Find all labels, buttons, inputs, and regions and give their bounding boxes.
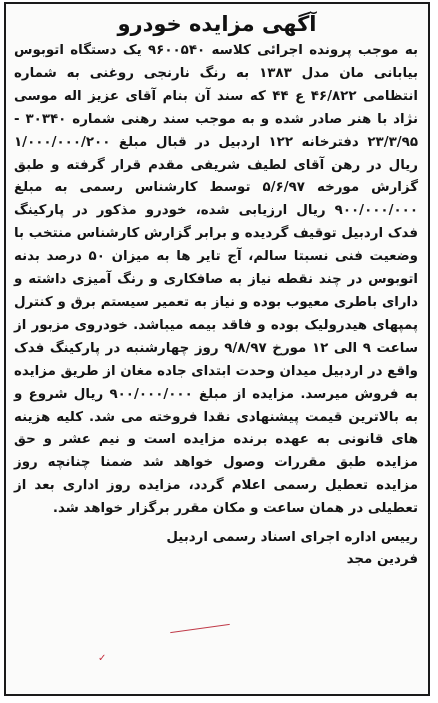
notice-title: آگهی مزایده خودرو <box>117 12 317 36</box>
ink-mark: ✓ <box>98 653 107 664</box>
signature-name: فردین مجد <box>346 552 418 568</box>
signature-block <box>6 527 428 571</box>
auction-notice <box>4 2 430 696</box>
notice-body: به موجب پرونده اجرائی کلاسه ۹۶۰۰۵۴۰ یک دستگاه اتوبوس بیابانی مان مدل ۱۳۸۳ به رنگ نارنجی روغنی به شماره انتظامی ۴۶/۸۲۲ ع ۴۴ که سند آن بنام آقای عزیز اله موسی نژاد با هنر صادر شده و به موجب سند رهنی شماره ۳۰۳۴۰ - ۲۳/۳/۹۵ دفترخانه ۱۲۲ اردبیل در قبال مبلغ ۱/۰۰۰/۰۰۰/۲۰۰ ریال در رهن آقای لطیف شریفی مقدم قرار گرفته و طبق گزارش مورخه ۵/۶/۹۷ توسط کارشناس رسمی به مبلغ ۹۰۰/۰۰۰/۰۰۰ ریال ارزیابی شده، خودرو مذکور در پارکینگ فدک اردبیل توقیف گردیده و برابر گزارش کارشناس منتخب با وضعیت فنی نسبتا سالم، آج تایر ها به میزان ۵۰ درصد بدنه اتوبوس در چند نقطه نیاز به صافکاری و رنگ آمیزی داشته و دارای باطری معیوب بوده و نیاز به تعمیر سیستم برق و کنترل پمپهای هیدرولیک بوده و فاقد بیمه میباشد. خودروی مزبور از ساعت ۹ الی ۱۲ مورخ ۹/۸/۹۷ روز چهارشنبه در پارکینگ فدک واقع در اردبیل میدان وحدت ابتدای جاده مغان از طریق مزایده به فروش میرسد. مزایده از مبلغ ۹۰۰/۰۰۰/۰۰۰ ریال شروع و به بالاترین قیمت پیشنهادی نقدا فروخته می شد. کلیه هزینه های قانونی به عهده برنده مزایده است و نیم عشر و حق مزایده طبق مقررات وصول خواهد شد ضمنا چنانچه روز مزایده تعطیل رسمی اعلام گردد، مزایده روز اداری بعد از تعطیلی در همان ساعت و مکان مقرر برگزار خواهد شد. <box>14 43 418 517</box>
signature-office: رییس اداره اجرای اسناد رسمی اردبیل <box>166 530 418 546</box>
